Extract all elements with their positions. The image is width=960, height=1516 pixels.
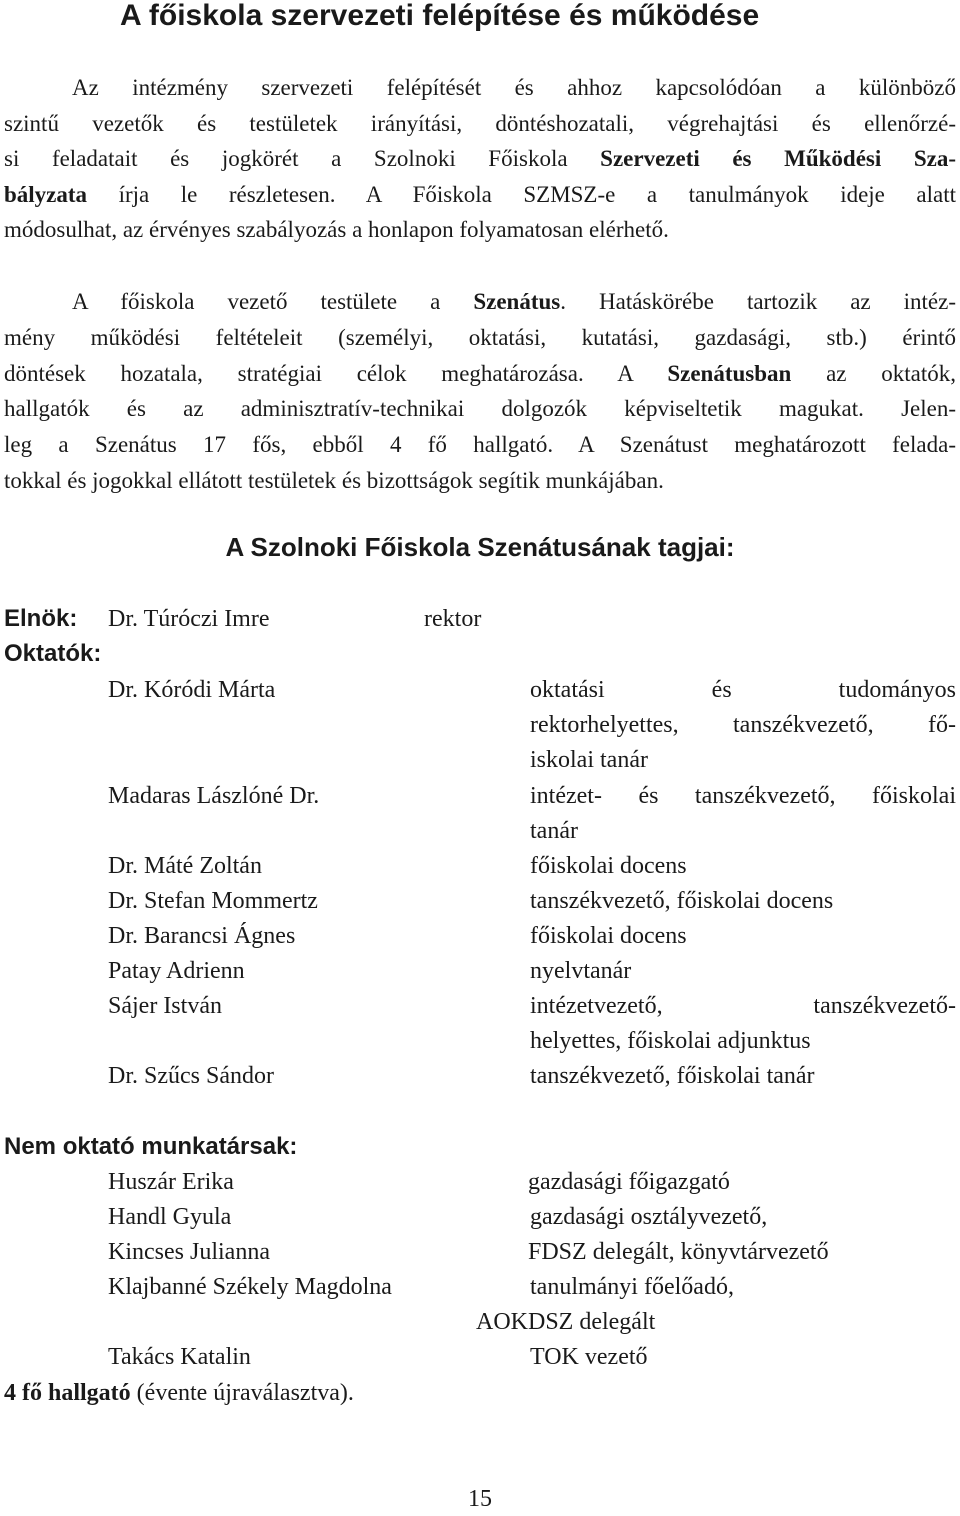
staff-role: AOKDSZ delegált (476, 1309, 656, 1335)
role-line: helyettes, főiskolai adjunktus (530, 1028, 811, 1054)
staff-role: tanulmányi főelőadó, (530, 1274, 734, 1300)
staff-name: Takács Katalin (108, 1344, 251, 1370)
role-line: főiskolai docens (530, 853, 687, 879)
senate-text: . Hatáskörébe tartozik az intéz- (560, 289, 956, 314)
staff-role: FDSZ delegált, könyvtárvezető (528, 1239, 829, 1265)
member-role (530, 849, 956, 884)
intro-line (4, 177, 956, 213)
member-role (530, 779, 956, 849)
senate-line: hallgatók és az adminisztratív-technikai dolgozók képviseltetik magukat. Jelen- (4, 396, 956, 422)
students-count: 4 fő hallgató (4, 1380, 131, 1406)
member-role (530, 884, 956, 919)
senate-bold: Szenátus (473, 289, 561, 314)
senate-members-heading: A Szolnoki Főiskola Szenátusának tagjai: (225, 532, 735, 562)
staff-name: Huszár Erika (108, 1169, 234, 1195)
staff-name: Klajbanné Székely Magdolna (108, 1274, 392, 1300)
senate-bold: Szenátusban (667, 360, 792, 386)
member-name: Dr. Barancsi Ágnes (108, 923, 296, 949)
intro-line: szintű vezetők és testületek irányítási, döntéshozatali, végrehajtási és ellenőrzé- (4, 110, 956, 136)
role-line: intézetvezető, tanszékvezető- (530, 993, 956, 1019)
member-name: Dr. Máté Zoltán (108, 853, 262, 879)
role-line: iskolai tanár (530, 747, 648, 773)
intro-line (4, 141, 956, 177)
intro-paragraph (4, 70, 956, 248)
member-name: Dr. Kóródi Márta (108, 677, 276, 703)
role-line: intézet- és tanszékvezető, főiskolai (530, 783, 956, 809)
chair-label: Elnök: (4, 605, 78, 632)
senate-paragraph (4, 284, 956, 499)
senate-line: leg a Szenátus 17 fős, ebből 4 fő hallgató. A Szenátust meghatározott felada- (4, 432, 956, 458)
senate-line: tokkal és jogokkal ellátott testületek és bizottságok segítik munkájában. (4, 467, 664, 493)
intro-line: Az intézmény szervezeti felépítését és ahhoz kapcsolódóan a különböző (72, 75, 956, 100)
senate-text: az oktatók, (791, 360, 956, 386)
senate-line (4, 284, 956, 320)
role-line: főiskolai docens (530, 923, 687, 949)
staff-role: TOK vezető (530, 1344, 648, 1370)
students-note: (évente újraválasztva). (130, 1380, 354, 1406)
intro-text: írja le részletesen. A Főiskola SZMSZ-e a tanulmányok ideje alatt (87, 181, 956, 207)
role-line: tanszékvezető, főiskolai docens (530, 888, 834, 914)
students-line (4, 1376, 354, 1410)
senate-line (4, 356, 956, 392)
member-role (530, 1059, 956, 1094)
teachers-label: Oktatók: (4, 640, 102, 667)
role-line: rektorhelyettes, tanszékvezető, fő- (530, 712, 956, 738)
staff-role: gazdasági osztályvezető, (530, 1204, 768, 1230)
member-role (530, 919, 956, 954)
intro-line: módosulhat, az érvényes szabályozás a honlapon folyamatosan elérhető. (4, 217, 669, 242)
staff-label: Nem oktató munkatársak: (4, 1133, 298, 1160)
member-name: Dr. Stefan Mommertz (108, 888, 318, 914)
staff-name: Kincses Julianna (108, 1239, 270, 1265)
chair-role: rektor (424, 606, 482, 632)
staff-name: Handl Gyula (108, 1204, 232, 1230)
chair-name: Dr. Túróczi Imre (108, 606, 270, 632)
senate-line: mény működési feltételeit (személyi, oktatási, kutatási, gazdasági, stb.) érintő (4, 324, 956, 350)
member-role (530, 673, 956, 778)
member-name: Madaras Lászlóné Dr. (108, 783, 320, 809)
page-number: 15 (468, 1486, 492, 1512)
regulation-name-bold: Szervezeti és Működési Sza- (600, 146, 957, 171)
member-name: Dr. Szűcs Sándor (108, 1063, 274, 1089)
senate-text: döntések hozatala, stratégiai célok meghatározása. A (4, 360, 668, 386)
member-role (530, 954, 956, 989)
role-line: oktatási és tudományos (530, 677, 956, 703)
regulation-name-bold: bályzata (4, 181, 88, 207)
role-line: tanár (530, 818, 578, 844)
intro-text: si feladatait és jogkörét a Szolnoki Főiskola (4, 146, 601, 171)
page-title: A főiskola szervezeti felépítése és működése (120, 0, 760, 32)
staff-role: gazdasági főigazgató (528, 1169, 730, 1195)
senate-text: A főiskola vezető testülete a (72, 289, 474, 314)
role-line: nyelvtanár (530, 958, 632, 984)
member-name: Sájer István (108, 993, 222, 1019)
member-name: Patay Adrienn (108, 958, 245, 984)
member-role (530, 989, 956, 1059)
role-line: tanszékvezető, főiskolai tanár (530, 1063, 815, 1089)
